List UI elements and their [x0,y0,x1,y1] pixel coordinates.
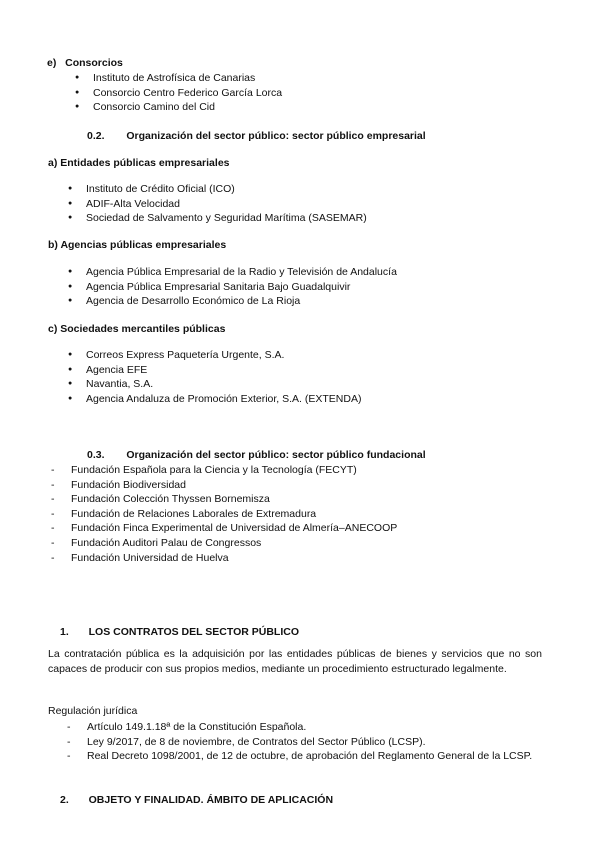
list-item: ● Instituto de Crédito Oficial (ICO) [68,182,367,197]
list-item: ● Correos Express Paquetería Urgente, S.A. [68,348,361,363]
list-item: - Fundación Colección Thyssen Bornemisza [51,492,397,507]
consorcios-title: Consorcios [65,57,123,69]
list-item: ● Agencia Pública Empresarial de la Radio y Televisión de Andalucía [68,265,397,280]
list-item: ● Agencia EFE [68,363,361,378]
section-1-paragraph: La contratación pública es la adquisición por las entidades públicas de bienes y servicios que no son capaces de producir con sus propios medios, mediante un procedimiento estructurado legalmente. [48,648,542,675]
consorcios-list [75,71,282,115]
list-item: ● Agencia Pública Empresarial Sanitaria Bajo Guadalquivir [68,280,397,295]
list-item: ● Sociedad de Salvamento y Seguridad Marítima (SASEMAR) [68,211,367,226]
section-title: OBJETO Y FINALIDAD. ÁMBITO DE APLICACIÓN [88,794,334,806]
list-item: - Fundación Biodiversidad [51,478,397,493]
section-number: 0.2. [87,130,105,142]
section-title: Organización del sector público: sector público empresarial [126,130,426,142]
list-item: - Fundación Auditori Palau de Congressos [51,536,397,551]
subsection-b-list [68,265,397,309]
consorcios-marker: e) [47,57,57,69]
list-item: - Ley 9/2017, de 8 de noviembre, de Contratos del Sector Público (LCSP). [67,735,542,750]
subsection-c-list [68,348,361,406]
list-item: - Fundación Finca Experimental de Universidad de Almería–ANECOOP [51,521,397,536]
section-0-3-heading [87,449,426,461]
list-item: ● Navantia, S.A. [68,377,361,392]
section-1-heading [60,626,299,638]
subsection-a-title: a) Entidades públicas empresariales [48,157,230,169]
list-item: - Real Decreto 1098/2001, de 12 de octubre, de aprobación del Reglamento General de la LCSP. [67,749,542,764]
subsection-a-list [68,182,367,226]
subsection-c-title: c) Sociedades mercantiles públicas [48,323,226,335]
regulacion-label: Regulación jurídica [48,705,138,717]
list-item: ● Agencia de Desarrollo Económico de La Rioja [68,294,397,309]
list-item: - Artículo 149.1.18ª de la Constitución Española. [67,720,542,735]
list-item: ● Consorcio Centro Federico García Lorca [75,86,282,101]
section-2-heading [60,794,333,806]
section-title: LOS CONTRATOS DEL SECTOR PÚBLICO [88,626,300,638]
list-item: - Fundación Universidad de Huelva [51,551,397,566]
list-item: ● Consorcio Camino del Cid [75,100,282,115]
regulacion-list [67,720,542,764]
list-item: ● Agencia Andaluza de Promoción Exterior, S.A. (EXTENDA) [68,392,361,407]
section-0-2-heading [87,130,426,142]
list-item: - Fundación Española para la Ciencia y la Tecnología (FECYT) [51,463,397,478]
consorcios-heading [47,57,123,69]
list-item: ● ADIF-Alta Velocidad [68,197,367,212]
list-item: ● Instituto de Astrofísica de Canarias [75,71,282,86]
section-number: 0.3. [87,449,105,461]
fundacional-list [51,463,397,565]
section-title: Organización del sector público: sector público fundacional [126,449,426,461]
section-number: 2. [60,794,69,806]
list-item: - Fundación de Relaciones Laborales de Extremadura [51,507,397,522]
section-number: 1. [60,626,69,638]
subsection-b-title: b) Agencias públicas empresariales [48,239,227,251]
